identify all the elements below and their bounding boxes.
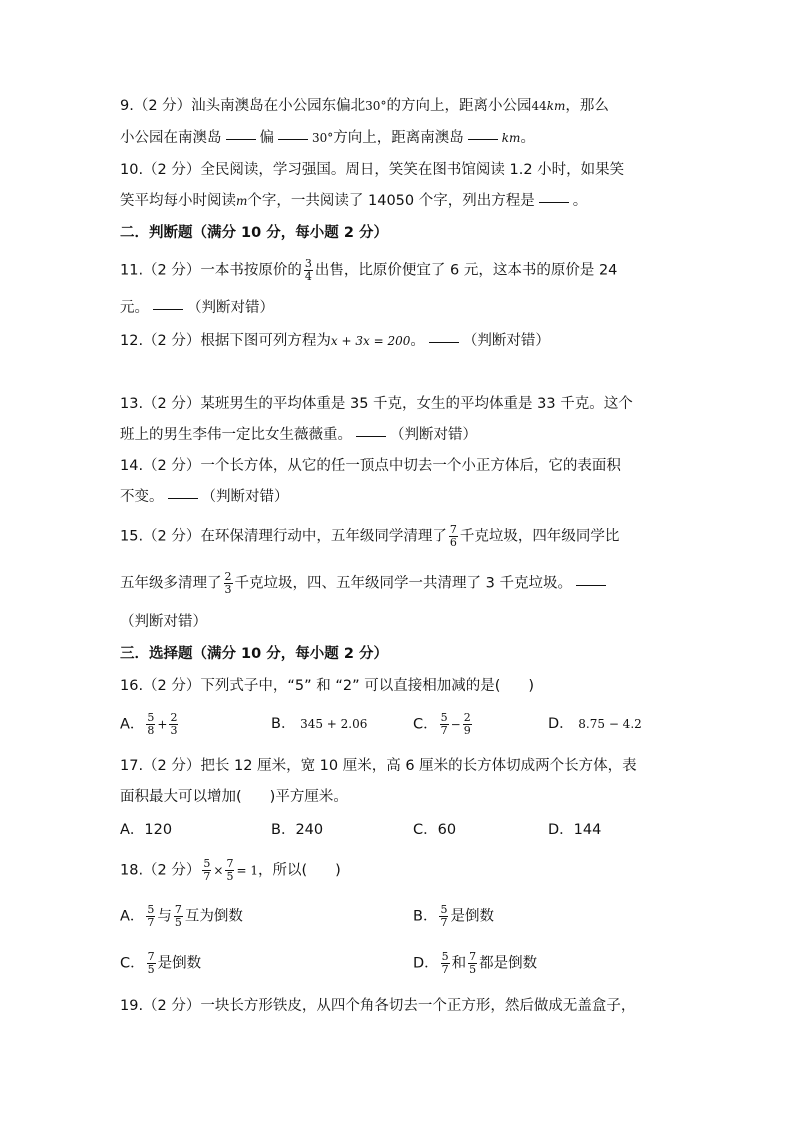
answer-blank[interactable] [356,436,386,437]
question-9-line-1: 9.（2 分）汕头南澳岛在小公园东偏北30°的方向上，距离小公园44km，那么 [120,98,609,114]
option-c[interactable]: C． $\frac{7}{5}$ 是倒数 [120,950,202,976]
option-b[interactable]: B． 345 + 2.06 [271,716,368,732]
fraction: $\frac{7}{6}$ [449,523,457,549]
question-13-line-2: 班上的男生李伟一定比女生薇薇重。 （判断对错） [120,427,477,443]
fraction: $\frac{5}{8}$ [147,711,155,737]
option-a[interactable]: A． $\frac{5}{7}$ 与 $\frac{7}{5}$ 互为倒数 [120,903,243,929]
answer-blank[interactable] [539,202,569,203]
option-a[interactable]: A． $\frac{5}{8}$ + $\frac{2}{3}$ [120,711,178,737]
fraction: $\frac{7}{5}$ [226,857,234,883]
question-19-line-1: 19.（2 分）一块长方形铁皮，从四个角各切去一个正方形，然后做成无盖盒子， [120,998,636,1014]
question-10-line-1: 10.（2 分）全民阅读，学习强国。周日，笑笑在图书馆阅读 1.2 小时，如果笑 [120,162,625,178]
option-b[interactable]: B． $\frac{5}{7}$ 是倒数 [413,903,494,929]
answer-blank[interactable] [153,309,183,310]
section-2-title: 二．判断题（满分 10 分，每小题 2 分） [120,225,388,241]
fraction: $\frac{7}{5}$ [469,950,477,976]
question-15-line-3: （判断对错） [120,614,207,630]
question-16-stem: 16.（2 分）下列式子中，“5” 和 “2” 可以直接相加减的是( ) [120,678,535,694]
answer-blank[interactable] [429,342,459,343]
option-d[interactable]: D． 8.75 − 4.2 [548,716,642,732]
option-b[interactable]: B．240 [271,822,324,838]
fraction: $\frac{5}{7}$ [147,903,155,929]
option-a[interactable]: A．120 [120,822,173,838]
answer-blank[interactable] [576,585,606,586]
answer-blank[interactable] [278,139,308,140]
question-13-line-1: 13.（2 分）某班男生的平均体重是 35 千克，女生的平均体重是 33 千克。这个 [120,396,633,412]
question-15-line-1: 15.（2 分）在环保清理行动中，五年级同学清理了 $\frac{7}{6}$ 千克垃圾，四年级同学比 [120,523,620,549]
option-c[interactable]: C． $\frac{5}{7}$ − $\frac{2}{9}$ [413,711,471,737]
question-17-line-1: 17.（2 分）把长 12 厘米，宽 10 厘米，高 6 厘米的长方体切成两个长方体，表 [120,758,637,774]
option-c[interactable]: C．60 [413,822,457,838]
answer-blank[interactable] [226,139,256,140]
option-d[interactable]: D．144 [548,822,602,838]
question-14-line-1: 14.（2 分）一个长方体，从它的任一顶点中切去一个小正方体后，它的表面积 [120,458,621,474]
section-3-title: 三．选择题（满分 10 分，每小题 2 分） [120,646,388,662]
fraction: $\frac{5}{7}$ [440,711,448,737]
question-17-line-2: 面积最大可以增加( )平方厘米。 [120,789,348,805]
answer-blank[interactable] [168,498,198,499]
fraction: $\frac{2}{3}$ [224,570,232,596]
fraction: $\frac{7}{5}$ [147,950,155,976]
fraction: $\frac{2}{9}$ [463,711,471,737]
question-11-line-2: 元。 （判断对错） [120,300,274,316]
question-9-line-2: 小公园在南澳岛 偏 30°方向上，距离南澳岛 km。 [120,130,535,146]
question-18-stem: 18.（2 分） $\frac{5}{7}$ × $\frac{7}{5}$ = 1，所以( ) [120,857,341,883]
question-15-line-2: 五年级多清理了 $\frac{2}{3}$ 千克垃圾，四、五年级同学一共清理了 3 千克垃圾。 [120,571,610,596]
fraction: $\frac{3}{4}$ [304,257,312,283]
fraction: $\frac{5}{7}$ [440,903,448,929]
fraction: $\frac{5}{7}$ [203,857,211,883]
question-12-line-1: 12.（2 分）根据下图可列方程为x + 3x = 200。 （判断对错） [120,333,550,349]
fraction: $\frac{5}{7}$ [441,950,449,976]
question-14-line-2: 不变。 （判断对错） [120,489,289,505]
answer-blank[interactable] [468,139,498,140]
fraction: $\frac{7}{5}$ [174,903,182,929]
question-11-line-1: 11.（2 分）一本书按原价的 $\frac{3}{4}$ 出售，比原价便宜了 6 元，这本书的原价是 24 [120,257,618,283]
fraction: $\frac{2}{3}$ [170,711,178,737]
question-10-line-2: 笑平均每小时阅读m个字，一共阅读了 14050 个字，列出方程是 。 [120,193,588,209]
option-d[interactable]: D． $\frac{5}{7}$ 和 $\frac{7}{5}$ 都是倒数 [413,950,538,976]
